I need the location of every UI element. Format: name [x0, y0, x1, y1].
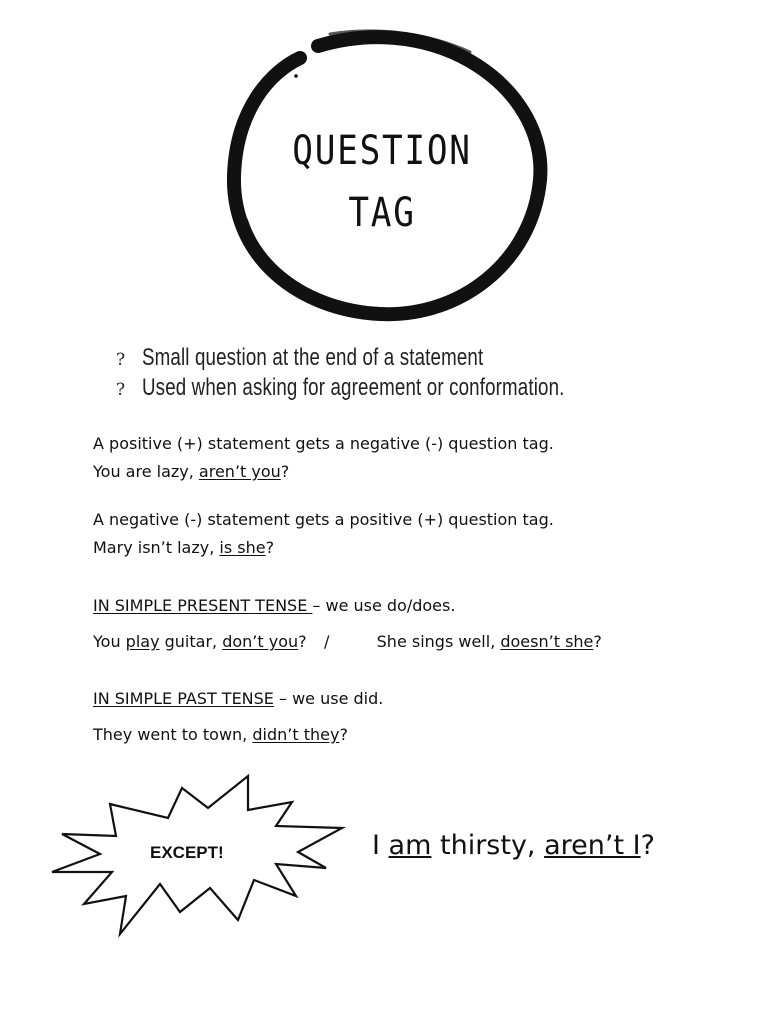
rule-text: – we use did. [273, 689, 384, 708]
example-text: She sings well, [376, 632, 501, 651]
example-punct: ? [265, 538, 275, 557]
example-text: Mary isn’t lazy, [93, 538, 220, 557]
example-text: They went to town, [93, 725, 253, 744]
question-tag: is she [219, 538, 266, 557]
example-punct: ? [593, 632, 602, 651]
example-punct: ? [339, 725, 348, 744]
definition-text: Used when asking for agreement or conformation. [142, 374, 565, 401]
example-text: You are lazy, [93, 462, 199, 481]
exception-example [372, 830, 655, 861]
except-badge: EXCEPT! [150, 843, 224, 862]
question-tag: aren’t I [544, 830, 641, 861]
definition-text: Small question at the end of a statement [142, 344, 484, 371]
positive-rule: A positive (+) statement gets a negative (-) question tag. [93, 434, 554, 453]
example-text: thirsty, [431, 830, 545, 861]
question-mark-icon: ? [116, 350, 126, 370]
rule-text: – we use do/does. [312, 596, 456, 615]
example-punct: ? [640, 830, 655, 861]
section-heading: IN SIMPLE PAST TENSE [93, 689, 274, 708]
title-line-2: TAG [348, 190, 416, 236]
verb: play [125, 632, 160, 651]
question-mark-icon: ? [116, 380, 126, 400]
verb: am [388, 830, 432, 861]
negative-rule: A negative (-) statement gets a positive (+) question tag. [93, 510, 554, 529]
section-heading: IN SIMPLE PRESENT TENSE [93, 596, 313, 615]
question-tag: aren’t you [198, 462, 281, 481]
example-punct: ? [298, 632, 307, 651]
example-text: You [93, 632, 126, 651]
title-line-1: QUESTION [292, 128, 472, 174]
question-tag: didn’t they [252, 725, 340, 744]
separator: / [323, 632, 330, 651]
question-tag: doesn’t she [500, 632, 594, 651]
example-text: I [372, 830, 389, 861]
question-tag: don’t you [222, 632, 299, 651]
example-text: guitar, [159, 632, 223, 651]
example-punct: ? [280, 462, 290, 481]
